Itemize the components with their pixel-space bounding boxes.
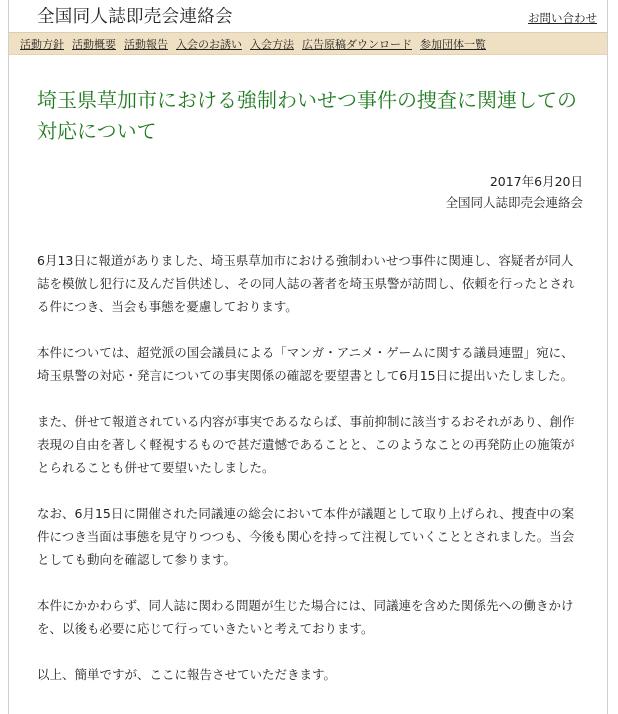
main-nav xyxy=(9,33,607,55)
article xyxy=(9,85,607,686)
article-date: 2017年6月20日 xyxy=(489,174,583,189)
nav-item-overview[interactable]: 活動概要 xyxy=(72,37,116,51)
nav-item-policy[interactable]: 活動方針 xyxy=(20,37,64,51)
article-author: 全国同人誌即売会連絡会 xyxy=(445,195,583,210)
paragraph: 本件にかかわらず、同人誌に関わる問題が生じた場合には、同議連を含めた関係先への働きかけを、以後も必要に応じて行っていきたいと考えております。 xyxy=(37,598,574,636)
nav-item-reports[interactable]: 活動報告 xyxy=(124,37,168,51)
paragraph: 以上、簡単ですが、ここに報告させていただきます。 xyxy=(37,667,337,682)
site-header xyxy=(9,0,607,33)
nav-item-member-list[interactable]: 参加団体一覧 xyxy=(420,37,486,51)
article-meta xyxy=(37,171,583,213)
paragraph: 6月13日に報道がありました、埼玉県草加市における強制わいせつ事件に関連し、容疑者が同人誌を模倣し犯行に及んだ旨供述し、その同人誌の著者を埼玉県警が訪問し、依頼を行ったとされる件につき、当会も事態を憂慮しております。 xyxy=(37,253,575,314)
site-title[interactable]: 全国同人誌即売会連絡会 xyxy=(37,7,233,27)
paragraph: また、併せて報道されている内容が事実であるならば、事前抑制に該当するおそれがあり、創作表現の自由を著しく軽視するもので甚だ遺憾であることと、このようなことの再発防止の施策がとられることも併せて要望いたしました。 xyxy=(37,414,575,475)
paragraph: 本件については、超党派の国会議員による「マンガ・アニメ・ゲームに関する議員連盟」宛に、埼玉県警の対応・発言についての事実関係の確認を要望書として6月15日に提出いたしました。 xyxy=(37,345,574,383)
paragraph: なお、6月15日に開催された同議連の総会において本件が議題として取り上げられ、捜査中の案件につき当面は事態を見守りつつも、今後も関心を持って注視していくこととされました。当会としても動向を確認して参ります。 xyxy=(37,506,575,567)
nav-item-ad-download[interactable]: 広告原稿ダウンロード xyxy=(302,37,412,51)
nav-item-how-to-join[interactable]: 入会方法 xyxy=(250,37,294,51)
contact-link[interactable]: お問い合わせ xyxy=(528,11,597,25)
nav-item-invitation[interactable]: 入会のお誘い xyxy=(176,37,242,51)
page-frame xyxy=(8,0,608,714)
article-title: 埼玉県草加市における強制わいせつ事件の捜査に関連しての対応について xyxy=(37,88,577,143)
